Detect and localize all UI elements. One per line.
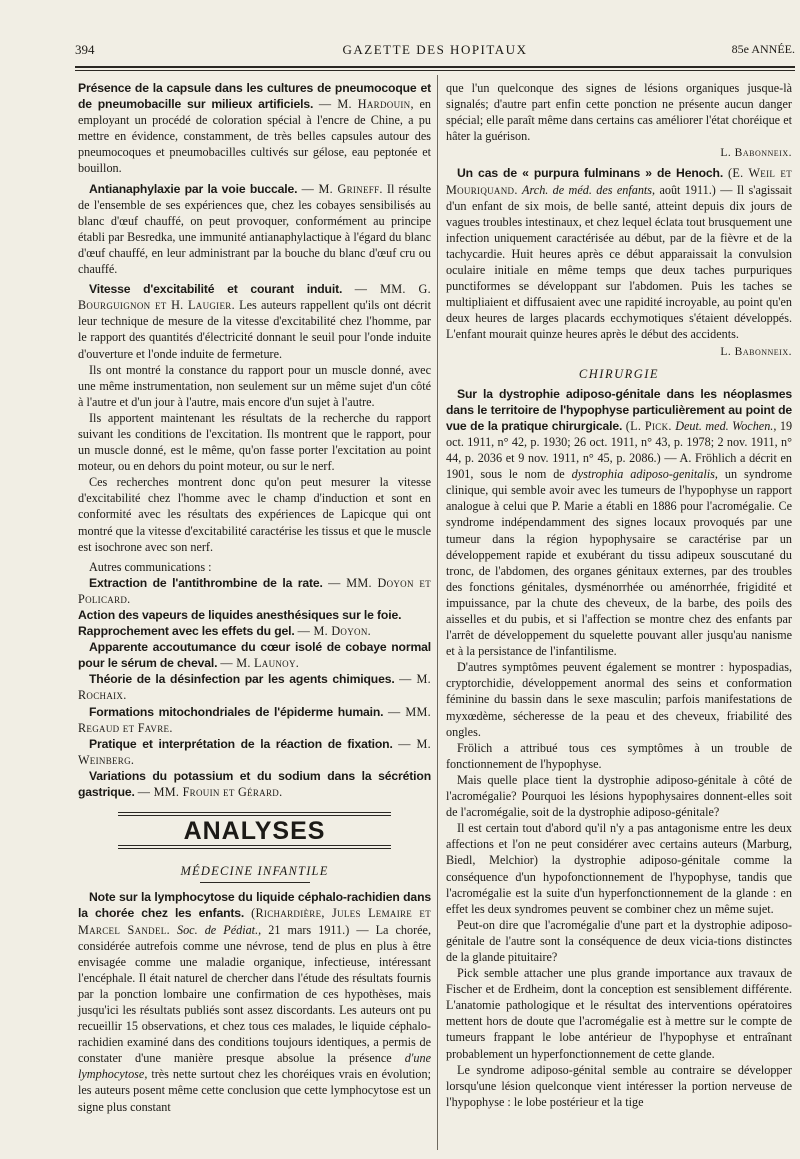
article-body: en employant un procédé de coloration spécial à l'encre de Chine, a pu mettre en évidence, constamment, de très belles capsules autour des pneumocoques et pneumobacilles cultivés sur gélose, eau peptonée et bouillon. xyxy=(78,97,432,176)
article-author: — M. Hardouin, xyxy=(318,97,414,112)
article-ref-end: août 1911.) xyxy=(659,182,716,197)
paragraph: Ils ont montré la constance du rapport pour un muscle donné, avec une même instrumentation, non seulement sur un même sujet d'un côté à l'autre et d'un jour à l'autre, mais encore d'un sujet à l'autre. xyxy=(78,362,431,409)
article-purpura xyxy=(446,165,792,342)
signature: L. Babonneix. xyxy=(720,345,792,358)
article-body: — Il s'agissait d'un enfant de six mois, de belle santé, atteint depuis dix jours de vagues troubles intestinaux, et chez lequel éclata tout brusquement une infection uniquement caractérisée au début, par de la fièvre et de la tachycardie. Huit heures après ce début apparaissait la convulsion oculaire initiale en même temps que deux taches purpuriques punctiformes se développant sur l'abdomen. Puis les taches se multipliaient et diffusaient avec une rapidité incroyable, au point qu'en deux heures de larges placards ecchymotiques s'étaient développés. L'enfant mourait quinze heures après le début des accidents. xyxy=(446,182,793,342)
header-rule-thin xyxy=(75,70,795,71)
year-label: 85e ANNÉE. xyxy=(731,42,795,56)
article-ref: (L. Pick. xyxy=(625,418,672,433)
article-ref: (Richardière, Jules Lemaire et Marcel Sandel. xyxy=(78,906,431,937)
article-title: Sur la dystrophie adiposo-génitale dans les néoplasmes dans le territoire de l'hypophyse particulièrement au point de vue de la pratique chirurgicale. xyxy=(446,386,792,433)
communications-list xyxy=(78,575,431,800)
article-journal: Arch. de méd. des enfants, xyxy=(522,182,656,197)
right-column xyxy=(446,80,792,1110)
communication-item: Théorie de la désinfection par les agents chimiques. — M. Rochaix. xyxy=(78,672,431,703)
article-body: — La chorée, considérée autrefois comme une névrose, tend de plus en plus à être envisagée comme une maladie organique, infectieuse, intéressant l'encéphale. Il était naturel de chercher dans l'étude des résultats fournis par la ponction lombaire une confirmation de ces hypothèses, mais jusqu'ici les résultats publiés sont assez discordants. Les auteurs ont pu recueillir 15 observations, et chez tous ces malades, le liquide céphalo-rachidien examiné dans des conditions toujours identiques, a permis de constater d'une manière presque absolue la présence xyxy=(78,922,432,1066)
article-journal: Deut. med. Wochen., xyxy=(675,418,777,433)
article-body: Il résulte de l'ensemble de ses expériences que, chez les cobayes sensibilisés au blanc d'œuf chauffé, on peut provoquer, conformément au principe établi par Besredka, une immunité antianaphylactique à l'égard du blanc d'œuf chauffé, en leur administrant par la bouche du blanc d'œuf cru ou chauffé. xyxy=(78,181,432,277)
article-capsule xyxy=(78,80,431,177)
article-title: Un cas de « purpura fulminans » de Henoch. xyxy=(457,166,724,181)
communication-item: Apparente accoutumance du cœur isolé de cobaye normal pour le sérum de cheval. — M. Launoy. xyxy=(78,640,431,671)
communication-item: Extraction de l'antithrombine de la rate. — MM. Doyon et Policard. xyxy=(78,575,432,606)
other-communications-label: Autres communications : xyxy=(89,559,212,574)
communication-item: Action des vapeurs de liquides anesthésiques sur le foie. xyxy=(78,608,402,622)
left-column xyxy=(78,80,431,1115)
article-dystrophie xyxy=(446,386,792,660)
article-body: Les auteurs rappellent qu'ils ont décrit leur technique de mesure de la vitesse d'excitabilité chez l'homme, par le rapport des quantités d'électricité donnant le seuil pour l'onde induite d'ouverture et l'onde induite de fermeture. xyxy=(78,298,432,361)
paragraph: Pick semble attacher une plus grande importance aux travaux de Fischer et de Erdheim, dont la conception est sensiblement différente. L'anatomie pathologique et le résultat des interventions opératoires mettent hors de doute que l'acromégalie est à mettre sur le compte de tumeurs frappant le lobe antérieur de l'hypophyse et entraînant probablement un hyperfonctionnement de cette glande. xyxy=(446,966,792,1061)
communication-item: Formations mitochondriales de l'épiderme humain. — MM. Regaud et Favre. xyxy=(78,704,431,735)
article-author: — MM. G. Bourguignon et H. Laugier. xyxy=(78,282,432,313)
paragraph: Le syndrome adiposo-génital semble au contraire se développer lorsqu'une lésion quelconque vient intéresser la portion nerveuse de l'hypophyse : le lobe postérieur et la tige xyxy=(446,1062,792,1109)
article-lymphocytose xyxy=(78,889,431,1114)
communication-item: Variations du potassium et du sodium dans la sécrétion gastrique. — MM. Frouin et Gérard. xyxy=(78,768,431,800)
paragraph: D'autres symptômes peuvent également se montrer : hypospadias, cryptorchidie, développement anormal des seins et conformation féminine du bassin dans le sexe masculin; parfois manifestations de myxœdème, sécheresse de la peau et des cheveux, friabilité des ongles. xyxy=(446,660,792,739)
article-title: Vitesse d'excitabilité et courant induit. xyxy=(89,282,343,297)
column-divider xyxy=(437,75,438,1150)
section-medecine-infantile: MÉDECINE INFANTILE xyxy=(180,864,329,879)
article-ref-end: 19 oct. 1911, n° 42, p. 1930; 26 oct. 1911, n° 43, p. 1978; 2 nov. 1911, n° 44, p. 2036 et 9 nov. 1911, n° 45, p. 2086.) xyxy=(446,418,793,466)
analyses-section-header xyxy=(78,812,431,849)
paragraph: Ils apportent maintenant les résultats de la recherche du rapport suivant les conditions de l'excitation. Ils montrent que le rapport, pour un muscle donné, est le même, qu'on fasse porter l'excitation au point moteur, ou en dehors du point moteur, ou sur le nerf. xyxy=(78,410,431,474)
paragraph: Mais quelle place tient la dystrophie adiposo-génitale à côté de l'acromégalie? Pourquoi les lésions hypophysaires donnent-elles soit de l'acromégalie, soit de la dystrophie adiposo-génitale? xyxy=(446,772,792,820)
article-body: un syndrome clinique, qui semble avoir avec les tumeurs de l'hypophyse un rapport analogue à celui que P. Marie a établi en 1886 pour l'acromégalie. Ce syndrome indépendamment des signes locaux provoqués par une tumeur dans la région hypophysaire se caractérise par un développement rapide et exubérant du tissu adipeux souscutané du tronc, de l'abdomen, des organes génitaux externes, par des troubles des fonctions génitales, dysménorrhée ou aménorrhée, frigidité et impuissance, par la chute des cheveux, de la barbe, des poils des aisselles et du pubis, et si l'affection se montre chez des enfants par l'arrêt de développement du squelette pouvant aller jusqu'au nanisme et à la persistance de l'infantilisme. xyxy=(446,467,793,659)
article-title: Note sur la lymphocytose du liquide céphalo-rachidien dans la chorée chez les enfants. xyxy=(78,890,431,921)
double-rule-bottom xyxy=(118,845,391,849)
paragraph: Peut-on dire que l'acromégalie d'une part et la dystrophie adiposo-génitale de l'autre sont la conséquence de deux vicia-tions distinctes de la glande pituitaire? xyxy=(446,917,792,964)
section-rule xyxy=(200,882,310,883)
article-body: — A. Fröhlich a décrit en 1901, sous le nom de xyxy=(446,451,793,482)
article-journal: Soc. de Pédiat., xyxy=(176,922,262,937)
article-title: Antianaphylaxie par la voie buccale. xyxy=(89,181,298,196)
article-vitesse xyxy=(78,281,431,361)
page-number: 394 xyxy=(75,42,95,57)
analyses-title: ANALYSES xyxy=(183,817,326,846)
paragraph: Ces recherches montrent donc qu'on peut mesurer la vitesse d'excitabilité chez l'homme avec le champ d'induction et sont en conformité avec les résultats des expériences de Lapicque qui ont montré que la vitesse d'excitabilité caractérise les tissus et que le muscle est isochrone avec son nerf. xyxy=(78,475,431,554)
article-ref: (E. Weil et Mouriquand. xyxy=(446,166,793,197)
article-body-italic: d'une lymphocytose, xyxy=(78,1051,431,1082)
communication-item: Rapprochement avec les effets du gel. — M. Doyon. xyxy=(78,624,371,639)
signature: L. Babonneix. xyxy=(720,147,792,160)
paragraph: Il est certain tout d'abord qu'il n'y a pas antagonisme entre les deux affections et l'on ne peut considérer avec certains auteurs (Marburg, Biedl, Melchior) la dystrophie adiposo-génitale comme la conséquence d'un hypofonctionnement de l'hypophyse, tandis que l'acromégalie est la suite d'un hyperfonctionnement de la glande : en effet les deux syndromes peuvent se combiner chez un même sujet. xyxy=(446,821,792,916)
communication-item: Pratique et interprétation de la réaction de fixation. — M. Weinberg. xyxy=(78,736,431,767)
article-antianaphylaxie xyxy=(78,181,431,278)
article-ref-end: 21 mars 1911.) xyxy=(268,922,350,937)
article-title: Présence de la capsule dans les cultures de pneumocoque et de pneumobacille sur milieux artificiels. xyxy=(78,81,431,112)
running-head xyxy=(75,40,795,62)
double-rule-top xyxy=(118,812,391,816)
header-rule xyxy=(75,66,795,68)
article-continuation: que l'un quelconque des signes de lésions organiques jusque-là signalés; d'autre part enfin cette ponction ne présente aucun danger spécial; elle paraît même dans certains cas améliorer l'état choréique et hâter la guérison. xyxy=(446,81,792,144)
paragraph: Frölich a attribué tous ces symptômes à un trouble de fonctionnement de l'hypophyse. xyxy=(446,740,792,771)
article-body: très nette surtout chez les choréiques vrais en évolution; les auteurs posent même cette conclusion que cette lymphocytose est un signe plus constant xyxy=(78,1067,432,1114)
article-body-italic: dystrophia adiposo-genitalis, xyxy=(571,467,718,482)
journal-title: GAZETTE DES HOPITAUX xyxy=(342,42,528,57)
article-author: — M. Grineff. xyxy=(301,181,383,196)
section-chirurgie: CHIRURGIE xyxy=(578,366,660,381)
